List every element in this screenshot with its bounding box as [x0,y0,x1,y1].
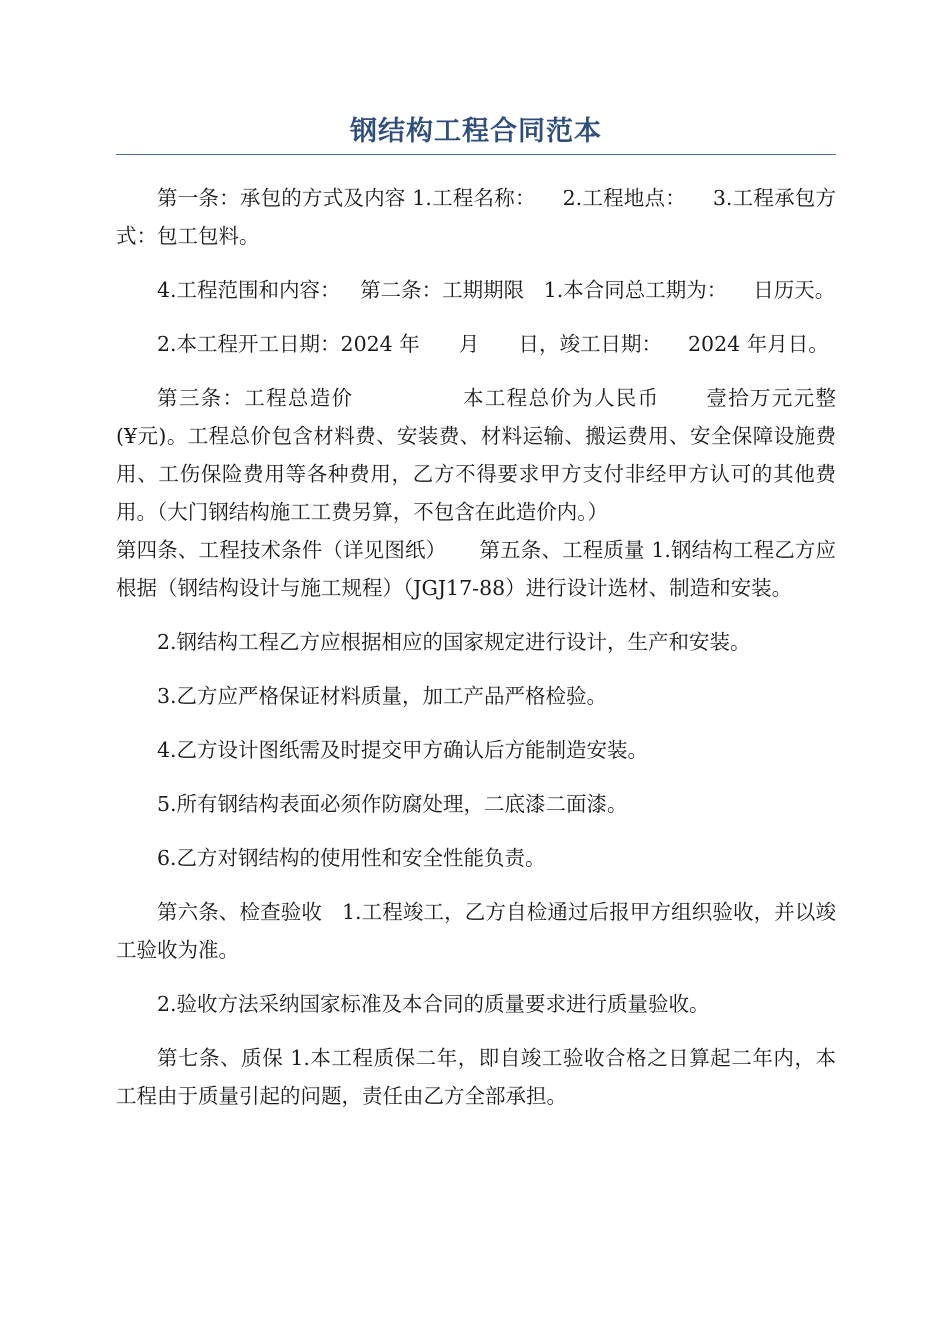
document-body [116,179,836,1115]
paragraph-quality-6: 6.乙方对钢结构的使用性和安全性能负责。 [157,846,546,870]
paragraph-dates: 2.本工程开工日期：2024 年 月 日，竣工日期： 2024 年月日。 [157,332,829,356]
paragraph-inspection-2: 2.验收方法采纳国家标准及本合同的质量要求进行质量验收。 [157,992,710,1016]
paragraph-article-4-5: 第四条、工程技术条件（详见图纸） 第五条、工程质量 1.钢结构工程乙方应根据（钢结构设计与施工规程）（JGJ17-88）进行设计选材、制造和安装。 [116,538,836,600]
paragraph-quality-2: 2.钢结构工程乙方应根据相应的国家规定进行设计，生产和安装。 [157,630,751,654]
paragraph-quality-5: 5.所有钢结构表面必须作防腐处理，二底漆二面漆。 [157,792,628,816]
paragraph-article-6: 第六条、检查验收 1.工程竣工，乙方自检通过后报甲方组织验收，并以竣工验收为准。 [116,900,836,962]
paragraph-article-1: 第一条：承包的方式及内容 1.工程名称： 2.工程地点： 3.工程承包方式：包工包料。 [116,186,836,248]
document-title: 钢结构工程合同范本 [116,112,836,155]
paragraph-article-7: 第七条、质保 1.本工程质保二年，即自竣工验收合格之日算起二年内，本工程由于质量引起的问题，责任由乙方全部承担。 [116,1046,836,1108]
paragraph-article-3-price: 第三条：工程总造价 本工程总价为人民币 壹拾万元元整(¥元)。工程总价包含材料费、安装费、材料运输、搬运费用、安全保障设施费用、工伤保险费用等各种费用，乙方不得要求甲方支付非经甲方认可的其他费用。（大门钢结构施工工费另算，不包含在此造价内。） [116,386,836,524]
document-page [116,112,836,1131]
paragraph-scope-and-period: 4.工程范围和内容： 第二条：工期期限 1.本合同总工期为： 日历天。 [157,278,836,302]
paragraph-quality-4: 4.乙方设计图纸需及时提交甲方确认后方能制造安装。 [157,738,649,762]
paragraph-quality-3: 3.乙方应严格保证材料质量，加工产品严格检验。 [157,684,608,708]
